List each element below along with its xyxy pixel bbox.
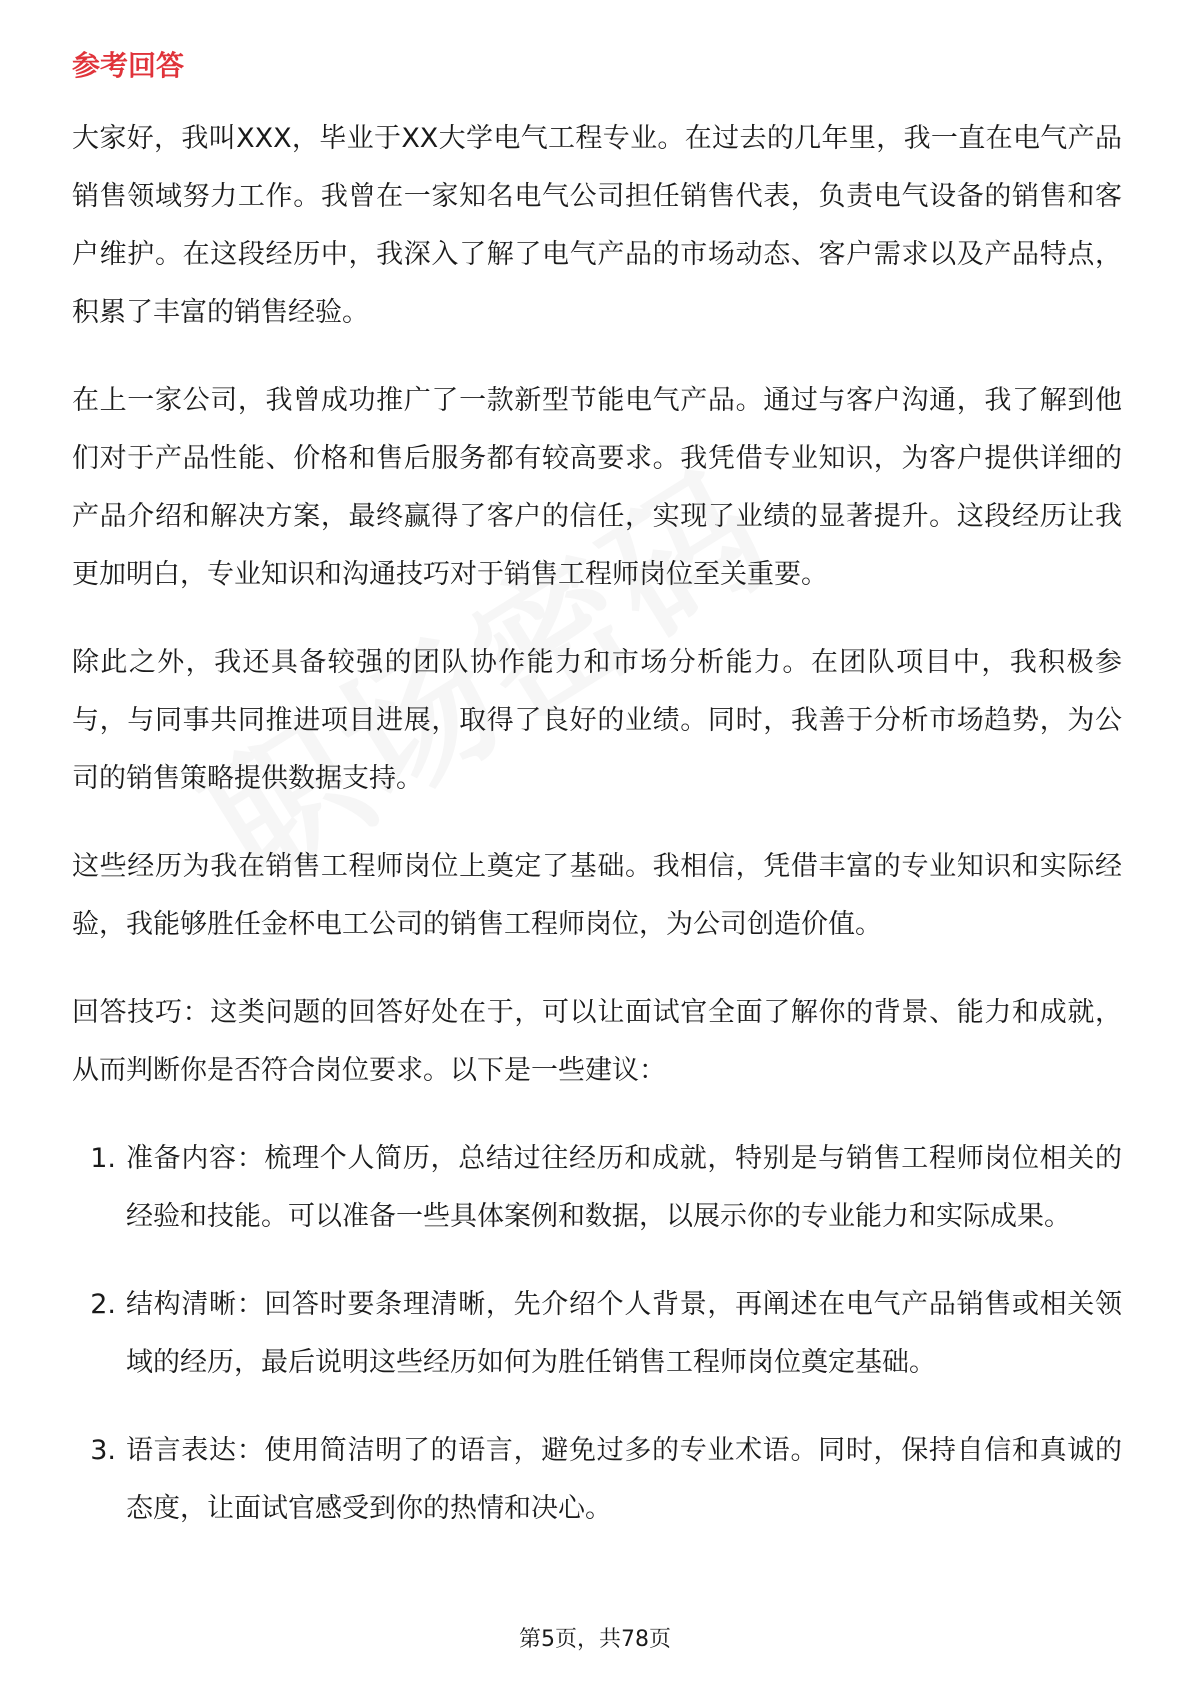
- list-item: [72, 1130, 1122, 1246]
- list-text: 准备内容：梳理个人简历，总结过往经历和成就，特别是与销售工程师岗位相关的经验和技能。可以准备一些具体案例和数据，以展示你的专业能力和实际成果。: [126, 1143, 1122, 1232]
- list-text: 结构清晰：回答时要条理清晰，先介绍个人背景，再阐述在电气产品销售或相关领域的经历，最后说明这些经历如何为胜任销售工程师岗位奠定基础。: [126, 1289, 1122, 1378]
- list-item: [72, 1276, 1122, 1392]
- list-number: 3.: [90, 1435, 116, 1466]
- list-item: [72, 1422, 1122, 1538]
- paragraph-1: 大家好，我叫XXX，毕业于XX大学电气工程专业。在过去的几年里，我一直在电气产品销售领域努力工作。我曾在一家知名电气公司担任销售代表，负责电气设备的销售和客户维护。在这段经历中，我深入了解了电气产品的市场动态、客户需求以及产品特点，积累了丰富的销售经验。: [72, 123, 1122, 328]
- list-number: 2.: [90, 1289, 116, 1320]
- page-footer: 第5页，共78页: [519, 1627, 671, 1652]
- list-number: 1.: [90, 1143, 116, 1174]
- paragraph-3: 除此之外，我还具备较强的团队协作能力和市场分析能力。在团队项目中，我积极参与，与同事共同推进项目进展，取得了良好的业绩。同时，我善于分析市场趋势，为公司的销售策略提供数据支持。: [72, 647, 1122, 794]
- paragraph-2: 在上一家公司，我曾成功推广了一款新型节能电气产品。通过与客户沟通，我了解到他们对于产品性能、价格和售后服务都有较高要求。我凭借专业知识，为客户提供详细的产品介绍和解决方案，最终赢得了客户的信任，实现了业绩的显著提升。这段经历让我更加明白，专业知识和沟通技巧对于销售工程师岗位至关重要。: [72, 385, 1122, 590]
- section-heading: 参考回答: [72, 49, 185, 82]
- list-text: 语言表达：使用简洁明了的语言，避免过多的专业术语。同时，保持自信和真诚的态度，让面试官感受到你的热情和决心。: [126, 1435, 1122, 1524]
- paragraph-4: 这些经历为我在销售工程师岗位上奠定了基础。我相信，凭借丰富的专业知识和实际经验，我能够胜任金杯电工公司的销售工程师岗位，为公司创造价值。: [72, 851, 1122, 940]
- tips-list: [72, 1130, 1122, 1538]
- document-body: [72, 40, 1122, 1568]
- tips-intro: 回答技巧：这类问题的回答好处在于，可以让面试官全面了解你的背景、能力和成就，从而判断你是否符合岗位要求。以下是一些建议：: [72, 997, 1122, 1086]
